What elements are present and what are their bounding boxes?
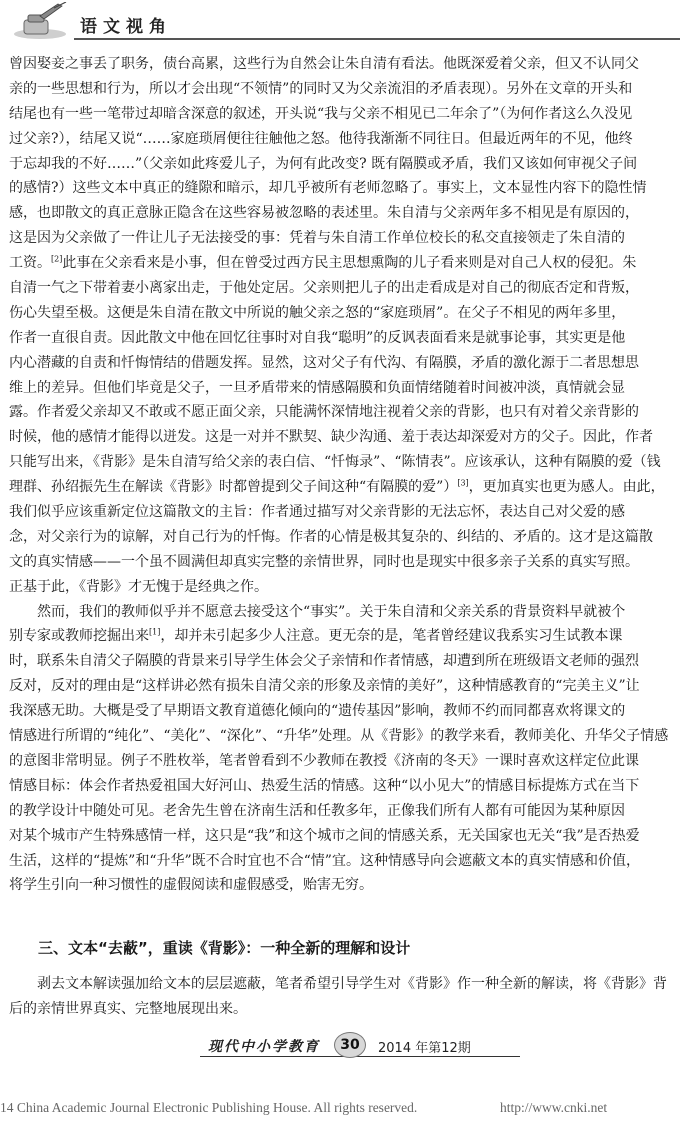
text-line: 理群、孙绍振先生在解读《背影》时都曾提到父子间这种“有隔膜的爱”）[3]，更加真实也更为感人。由此， [9, 478, 665, 496]
text-line: 作者一直很自责。因此散文中他在回忆往事时对自我“聪明”的反讽表面看来是就事论事，其实更是他 [9, 329, 626, 346]
text-line: 正基于此，《背影》才无愧于是经典之作。 [9, 578, 268, 595]
text-line: 亲的一些思想和行为，所以才会出现“不领情”的同时又为父亲流泪的矛盾表现）。另外在文章的开头和 [9, 80, 633, 97]
text-line: 自清一气之下带着妻小离家出走，于他处定居。父亲则把儿子的出走看成是对自己的彻底否定和背叛， [9, 280, 639, 297]
text-line: 这是因为父亲做了一件让儿子无法接受的事：凭着与朱自清工作单位校长的私交直接领走了朱自清的 [9, 230, 625, 247]
page-header [0, 0, 700, 44]
text-line: 反对，反对的理由是“这样讲必然有损朱自清父亲的形象及亲情的美好”，这种情感教育的“完美主义”让 [9, 678, 640, 695]
text-line: 的感情?）这些文本中真正的缝隙和暗示，却几乎被所有老师忽略了。事实上，文本显性内容下的隐性情 [9, 180, 647, 197]
text-line: 只能写出来，《背影》是朱自清写给父亲的表白信、“忏悔录”、“陈情表”。应该承认，这种有隔膜的爱（钱 [9, 454, 661, 471]
text-line: 剥去文本解读强加给文本的层层遮蔽，笔者希望引导学生对《背影》作一种全新的解读，将《背影》背 [9, 976, 667, 992]
page-number: 30 [334, 1032, 366, 1058]
text-line: 时候，他的感情才能得以迸发。这是一对并不默契、缺少沟通、羞于表达却深爱对方的父子。因此，作者 [9, 429, 653, 446]
cnki-link[interactable]: http://www.cnki.net [500, 1100, 608, 1115]
text-line: 时，联系朱自清父子隔膜的背景来引导学生体会父子亲情和作者情感，却遭到所在班级语文老师的强烈 [9, 653, 639, 670]
text-line: 后的亲情世界真实、完整地展现出来。 [9, 1000, 247, 1017]
text-line: 维上的差异。但他们毕竟是父子，一旦矛盾带来的情感隔膜和负面情绪随着时间被冲淡，真情就会显 [9, 379, 625, 396]
copyright-notice: 14 China Academic Journal Electronic Publishing House. All rights reserved. [0, 1100, 418, 1115]
text-line: 念，对父亲行为的谅解，对自己行为的忏悔。作者的心情是极其复杂的、纠结的、矛盾的。这才是这篇散 [9, 528, 653, 545]
footnote-marker: [1] [149, 627, 161, 637]
text-line: 内心潜藏的自责和忏悔情结的借题发挥。显然，这对父子有代沟、有隔膜，矛盾的激化源于二者思想思 [9, 354, 639, 371]
text-line: 露。作者爱父亲却又不敢或不愿正面父亲，只能满怀深情地注视着父亲的背影，也只有对着父亲背影的 [9, 404, 639, 421]
section-heading: 三、文本“去蔽”，重读《背影》：一种全新的理解和设计 [38, 939, 411, 957]
text-line: 曾因娶妾之事丢了职务，债台高累，这些行为自然会让朱自清有看法。他既深爱着父亲，但又不认同父 [9, 56, 639, 72]
footnote-marker: [3] [457, 478, 469, 488]
text-line: 文的真实情感——一个虽不圆满但却真实完整的亲情世界，同时也是现实中很多亲子关系的真实写照。 [9, 553, 639, 570]
article-body-continued [9, 972, 685, 1022]
column-title: 语文视角 [80, 17, 172, 37]
text-line: 的意图非常明显。例子不胜枚举，笔者曾看到不少教师在教授《济南的冬天》一课时喜欢这样定位此课 [9, 752, 639, 769]
paragraph [9, 600, 685, 899]
text-line: 情感目标：体会作者热爱祖国大好河山、热爱生活的情感。这种“以小见大”的情感目标提炼方式在当下 [9, 777, 640, 794]
issue-label: 2014 年第12期 [378, 1041, 471, 1056]
journal-name: 现代中小学教育 [208, 1039, 320, 1055]
footnote-marker: [2] [51, 254, 63, 264]
text-line: 然而，我们的教师似乎并不愿意去接受这个“事实”。关于朱自清和父亲关系的背景资料早就被个 [9, 603, 626, 620]
footer-divider [200, 1056, 520, 1057]
text-line: 生活，这样的“提炼”和“升华”既不合时宜也不合“情”宜。这种情感导向会遮蔽文本的真实情感和价值， [9, 852, 640, 869]
text-line: 我们似乎应该重新定位这篇散文的主旨：作者通过描写对父亲背影的无法忘怀，表达自己对父爱的感 [9, 504, 625, 521]
text-line: 别专家或教师挖掘出来[1]，却并未引起多少人注意。更无奈的是，笔者曾经建议我系实习生试教本课 [9, 627, 623, 645]
header-divider [74, 38, 680, 40]
text-line: 于忘却我的不好……”（父亲如此疼爱儿子，为何有此改变? 既有隔膜或矛盾，我们又该如何审视父子间 [9, 155, 638, 172]
article-body [9, 52, 685, 898]
text-line: 的教学设计中随处可见。老舍先生曾在济南生活和任教多年，正像我们所有人都有可能因为某种原因 [9, 802, 625, 819]
copyright-line [0, 1100, 700, 1116]
text-line: 结尾也有一些一笔带过却暗含深意的叙述，开头说“我与父亲不相见已二年余了”（为何作者这么久没见 [9, 105, 633, 122]
text-line: 对某个城市产生特殊感情一样，这只是“我”和这个城市之间的情感关系，无关国家也无关“我”是否热爱 [9, 827, 640, 844]
text-line: 感，也即散文的真正意脉正隐含在这些容易被忽略的表述里。朱自清与父亲两年多不相见是有原因的， [9, 205, 639, 222]
text-line: 过父亲?），结尾又说“……家庭琐屑便往往触他之怒。他待我渐渐不同往日。但最近两年的不见，他终 [9, 130, 633, 147]
text-line: 我深感无助。大概是受了早期语文教育道德化倾向的“遗传基因”影响，教师不约而同都喜欢将课文的 [9, 703, 626, 720]
quill-inkpot-logo-icon [10, 2, 72, 40]
text-line: 伤心失望至极。这便是朱自清在散文中所说的触父亲之怒的“家庭琐屑”。在父子不相见的两年多里， [9, 304, 626, 321]
paragraph [9, 52, 685, 600]
text-line: 将学生引向一种习惯性的虚假阅读和虚假感受，贻害无穷。 [9, 877, 373, 894]
text-line: 工资。[2]此事在父亲看来是小事，但在曾受过西方民主思想熏陶的儿子看来则是对自己人权的侵犯。朱 [9, 254, 637, 272]
text-line: 情感进行所谓的“纯化”、“美化”、“深化”、“升华”处理。从《背影》的教学来看，教师美化、升华父子情感 [9, 728, 669, 745]
